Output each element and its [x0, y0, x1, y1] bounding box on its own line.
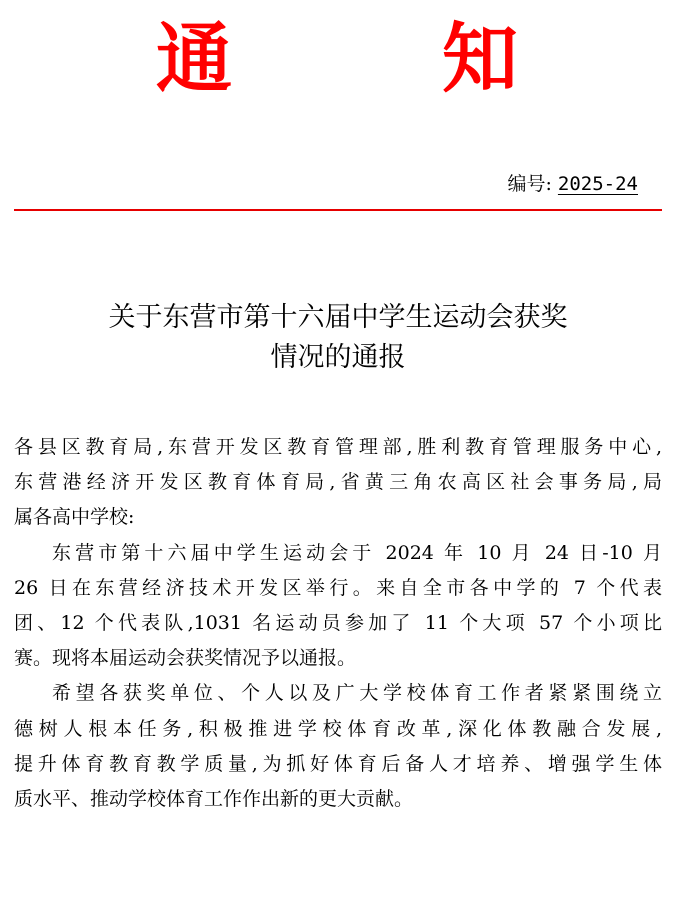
notice-body — [14, 430, 662, 817]
paragraph-row: 赛。现将本届运动会获奖情况予以通报。 — [14, 647, 357, 670]
salutation-row: 属各高中学校: — [14, 506, 135, 529]
paragraph-row: 希望各获奖单位、个人以及广大学校体育工作者紧紧围绕立 — [52, 682, 662, 705]
paragraph-expectations — [14, 676, 662, 817]
document-number-label: 编号: — [507, 173, 552, 195]
paragraph-row: 东营市第十六届中学生运动会于 2024 年 10 月 24 日-10 月 — [52, 541, 662, 564]
document-number — [507, 170, 638, 198]
header-divider — [14, 209, 662, 211]
notice-title — [20, 298, 656, 378]
header-char-tong: 通 — [156, 14, 232, 103]
document-number-value: 2025-24 — [557, 173, 638, 195]
paragraph-row: 德树人根本任务,积极推进学校体育改革,深化体教融合发展, — [14, 717, 662, 740]
header-char-zhi: 知 — [442, 14, 518, 103]
paragraph-row: 提升体育教育教学质量,为抓好体育后备人才培养、增强学生体 — [14, 752, 662, 775]
notice-title-line-1: 关于东营市第十六届中学生运动会获奖 — [108, 302, 568, 333]
paragraph-row: 26 日在东营经济技术开发区举行。来自全市各中学的 7 个代表 — [14, 576, 662, 599]
notice-header — [0, 14, 676, 104]
paragraph-row: 团、12 个代表队,1031 名运动员参加了 11 个大项 57 个小项比 — [14, 611, 662, 634]
notice-title-line-2: 情况的通报 — [270, 342, 406, 373]
paragraph-event-summary — [14, 536, 662, 677]
salutation-row: 东营港经济开发区教育体育局,省黄三角农高区社会事务局,局 — [14, 471, 662, 494]
salutation — [14, 430, 662, 536]
salutation-row: 各县区教育局,东营开发区教育管理部,胜利教育管理服务中心, — [14, 436, 662, 458]
paragraph-row: 质水平、推动学校体育工作作出新的更大贡献。 — [14, 787, 414, 810]
